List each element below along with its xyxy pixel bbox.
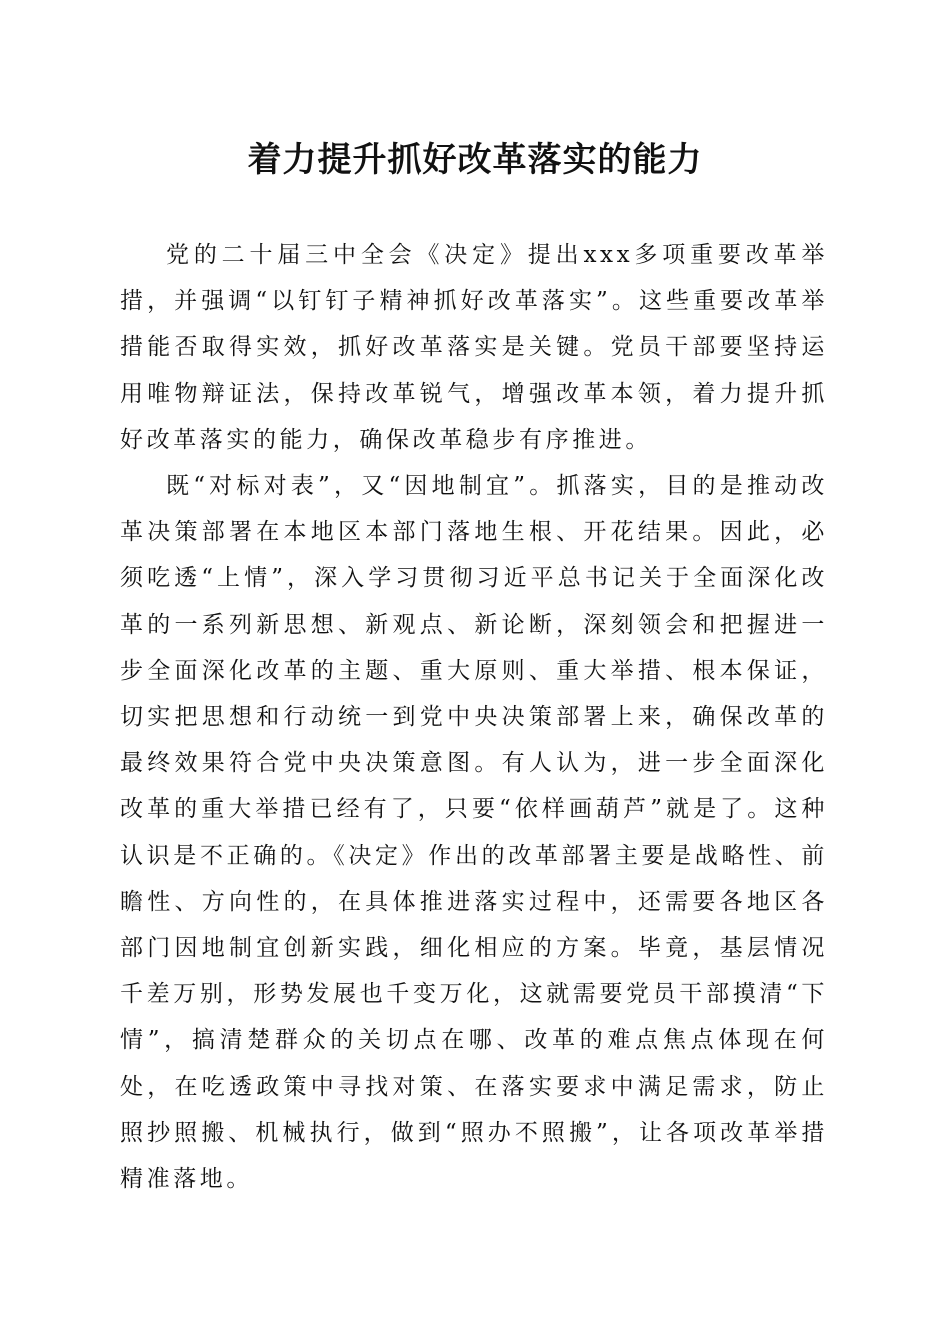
document-body <box>120 232 828 1202</box>
paragraph-2: 既“对标对表”，又“因地制宜”。抓落实，目的是推动改革决策部署在本地区本部门落地生根、开花结果。因此，必须吃透“上情”，深入学习贯彻习近平总书记关于全面深化改革的一系列新思想、新观点、新论断，深刻领会和把握进一步全面深化改革的主题、重大原则、重大举措、根本保证，切实把思想和行动统一到党中央决策部署上来，确保改革的最终效果符合党中央决策意图。有人认为，进一步全面深化改革的重大举措已经有了，只要“依样画葫芦”就是了。这种认识是不正确的。《决定》作出的改革部署主要是战略性、前瞻性、方向性的，在具体推进落实过程中，还需要各地区各部门因地制宜创新实践，细化相应的方案。毕竟，基层情况千差万别，形势发展也千变万化，这就需要党员干部摸清“下情”，搞清楚群众的关切点在哪、改革的难点焦点体现在何处，在吃透政策中寻找对策、在落实要求中满足需求，防止照抄照搬、机械执行，做到“照办不照搬”，让各项改革举措精准落地。 <box>120 473 828 1193</box>
paragraph-1: 党的二十届三中全会《决定》提出xxx多项重要改革举措，并强调“以钉钉子精神抓好改革落实”。这些重要改革举措能否取得实效，抓好改革落实是关键。党员干部要坚持运用唯物辩证法，保持改革锐气，增强改革本领，着力提升抓好改革落实的能力，确保改革稳步有序推进。 <box>120 242 828 453</box>
document-title: 着力提升抓好改革落实的能力 <box>247 140 703 180</box>
